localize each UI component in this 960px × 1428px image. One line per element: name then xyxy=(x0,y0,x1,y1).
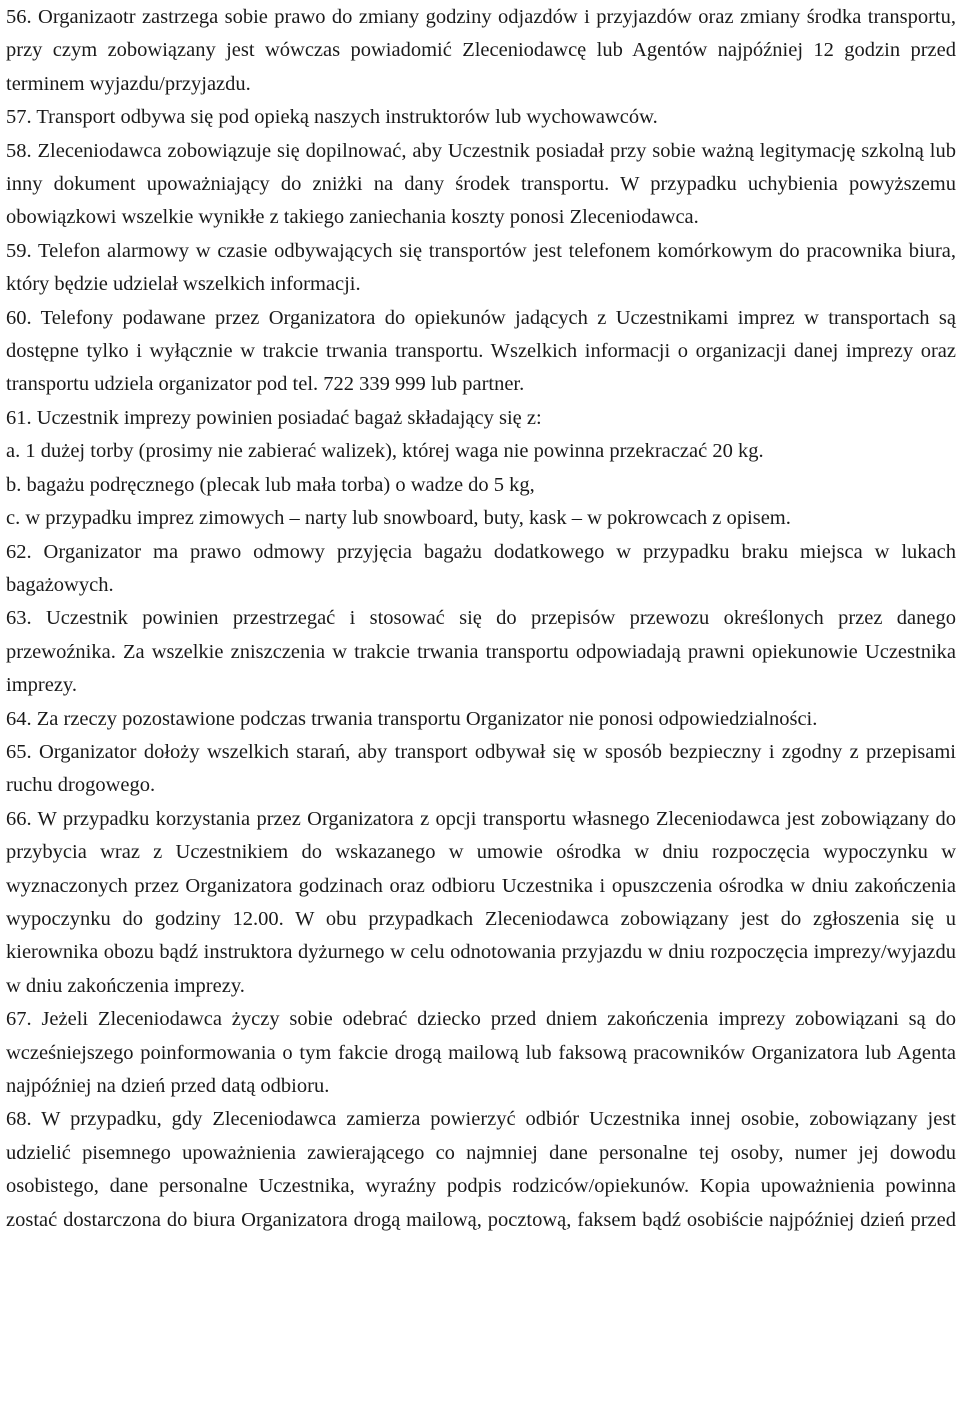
paragraph-64: 64. Za rzeczy pozostawione podczas trwania transportu Organizator nie ponosi odpowiedzialności. xyxy=(6,707,818,730)
paragraph-58: 58. Zleceniodawca zobowiązuje się dopilnować, aby Uczestnik posiadał przy sobie ważną legitymację szkolną lub inny dokument upoważniający do zniżki na dany środek transportu. W przypadku uchybienia powyższemu obowiązkowi wszelkie wynikłe z takiego zaniechania koszty ponosi Zleceniodawca. xyxy=(6,139,956,229)
paragraph-62: 62. Organizator ma prawo odmowy przyjęcia bagażu dodatkowego w przypadku braku miejsca w lukach bagażowych. xyxy=(6,540,956,596)
paragraph-66: 66. W przypadku korzystania przez Organizatora z opcji transportu własnego Zleceniodawca jest zobowiązany do przybycia wraz z Uczestnikiem do wskazanego w umowie ośrodka w dniu rozpoczęcia wypoczynku w wyznaczonych przez Organizatora godzinach oraz odbioru Uczestnika i opuszczenia ośrodka w dniu zakończenia wypoczynku do godziny 12.00. W obu przypadkach Zleceniodawca zobowiązany jest do zgłoszenia się u kierownika obozu bądź instruktora dyżurnego w celu odnotowania przyjazdu w dniu rozpoczęcia imprezy/wyjazdu w dniu zakończenia imprezy. xyxy=(6,807,956,997)
document-page xyxy=(6,1,956,1237)
paragraph-60: 60. Telefony podawane przez Organizatora do opiekunów jadących z Uczestnikami imprez w transportach są dostępne tylko i wyłącznie w trakcie trwania transportu. Wszelkich informacji o organizacji danej imprezy oraz transportu udziela organizator pod tel. 722 339 999 lub partner. xyxy=(6,306,956,396)
list-item-a: a. 1 dużej torby (prosimy nie zabierać walizek), której waga nie powinna przekraczać 20 kg. xyxy=(6,440,764,463)
paragraph-57: 57. Transport odbywa się pod opieką naszych instruktorów lub wychowawców. xyxy=(6,106,658,129)
paragraph-56: 56. Organizaotr zastrzega sobie prawo do zmiany godziny odjazdów i przyjazdów oraz zmiany środka transportu, przy czym zobowiązany jest wówczas powiadomić Zleceniodawcę lub Agentów najpóźniej 12 godzin przed terminem wyjazdu/przyjazdu. xyxy=(6,6,956,95)
paragraph-61: 61. Uczestnik imprezy powinien posiadać bagaż składający się z: xyxy=(6,406,542,429)
paragraph-67: 67. Jeżeli Zleceniodawca życzy sobie odebrać dziecko przed dniem zakończenia imprezy zobowiązani są do wcześniejszego poinformowania o tym fakcie drogą mailową lub faksową pracowników Organizatora lub Agenta najpóźniej na dzień przed datą odbioru. xyxy=(6,1008,956,1097)
paragraph-68: 68. W przypadku, gdy Zleceniodawca zamierza powierzyć odbiór Uczestnika innej osobie, zobowiązany jest udzielić pisemnego upoważnienia zawierającego co najmniej dane personalne tej osoby, numer jej dowodu osobistego, dane personalne Uczestnika, wyraźny podpis rodziców/opiekunów. Kopia upoważnienia powinna zostać dostarczona do biura Organizatora drogą mailową, pocztową, faksem bądź osobiście najpóźniej dzień przed xyxy=(6,1108,956,1231)
paragraph-63: 63. Uczestnik powinien przestrzegać i stosować się do przepisów przewozu określonych przez danego przewoźnika. Za wszelkie zniszczenia w trakcie trwania transportu odpowiadają prawni opiekunowie Uczestnika imprezy. xyxy=(6,607,956,697)
list-item-c: c. w przypadku imprez zimowych – narty lub snowboard, buty, kask – w pokrowcach z opisem. xyxy=(6,507,791,530)
paragraph-59: 59. Telefon alarmowy w czasie odbywających się transportów jest telefonem komórkowym do pracownika biura, który będzie udzielał wszelkich informacji. xyxy=(6,239,956,296)
list-item-b: b. bagażu podręcznego (plecak lub mała torba) o wadze do 5 kg, xyxy=(6,473,535,496)
paragraph-65: 65. Organizator dołoży wszelkich starań, aby transport odbywał się w sposób bezpieczny i zgodny z przepisami ruchu drogowego. xyxy=(6,740,956,797)
